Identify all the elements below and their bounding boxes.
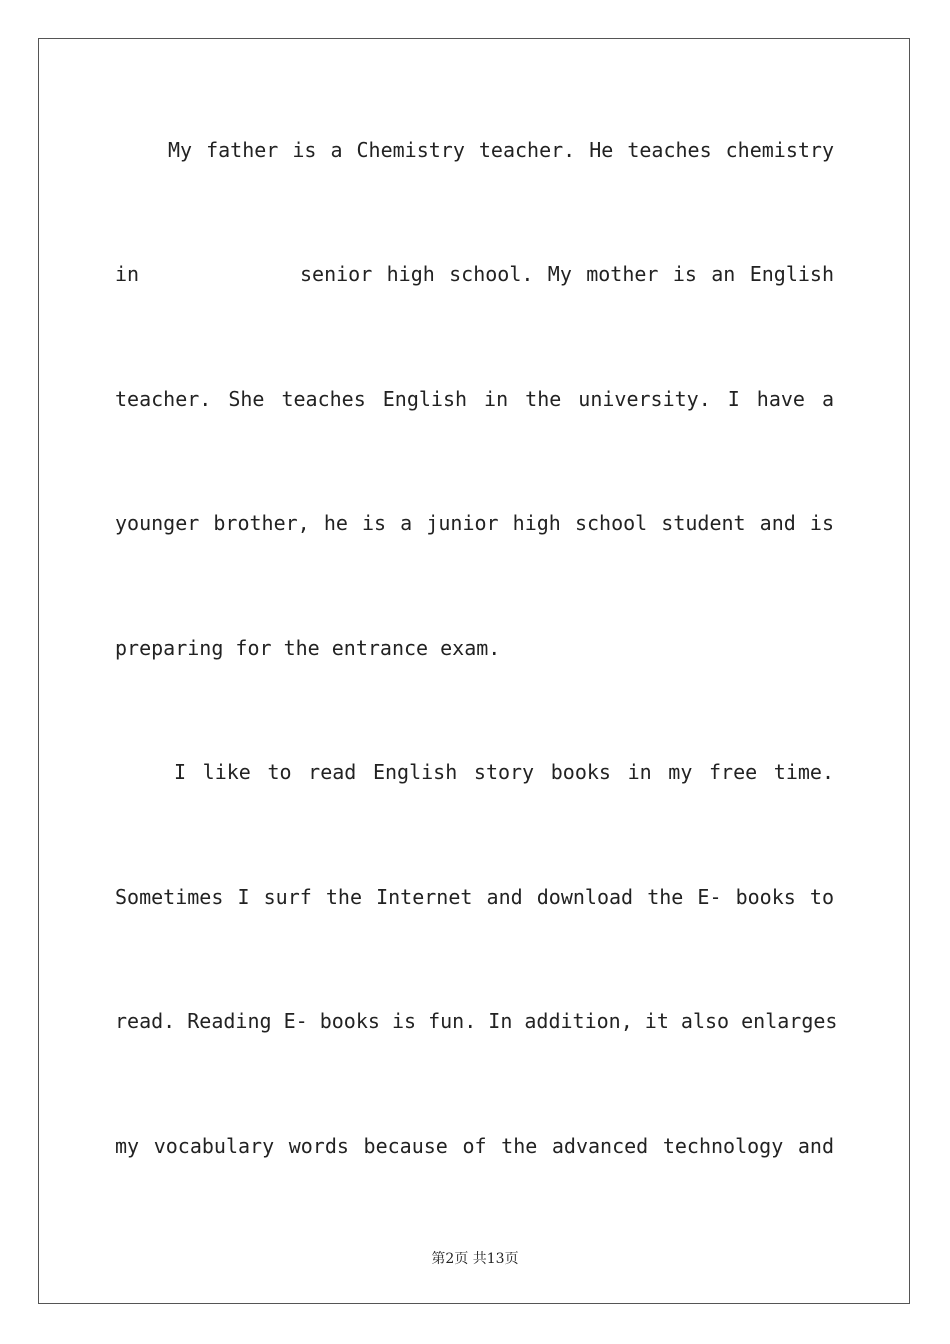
paragraph-2-line-3: read. Reading E- books is fun. In addition, it also enlarges: [115, 1009, 838, 1033]
page-number-footer: 第2页 共13页: [431, 1251, 519, 1267]
paragraph-2-line-2: Sometimes I surf the Internet and download the E- books to: [115, 885, 834, 909]
paragraph-1-line-2-end: senior high school. My mother is an English: [300, 262, 834, 286]
paragraph-1-line-5: preparing for the entrance exam.: [115, 636, 501, 660]
paragraph-2-line-4: my vocabulary words because of the advanced technology and: [115, 1134, 834, 1158]
paragraph-1-line-1: My father is a Chemistry teacher. He teaches chemistry: [168, 138, 834, 162]
paragraph-1-line-4: younger brother, he is a junior high school student and is: [115, 511, 834, 535]
page-frame: [38, 38, 910, 1304]
paragraph-1-line-2: [115, 262, 834, 286]
paragraph-1-line-2-start: in: [115, 262, 140, 286]
paragraph-1-line-3: teacher. She teaches English in the university. I have a: [115, 387, 834, 411]
paragraph-2-line-1: I like to read English story books in my free time.: [174, 760, 834, 784]
